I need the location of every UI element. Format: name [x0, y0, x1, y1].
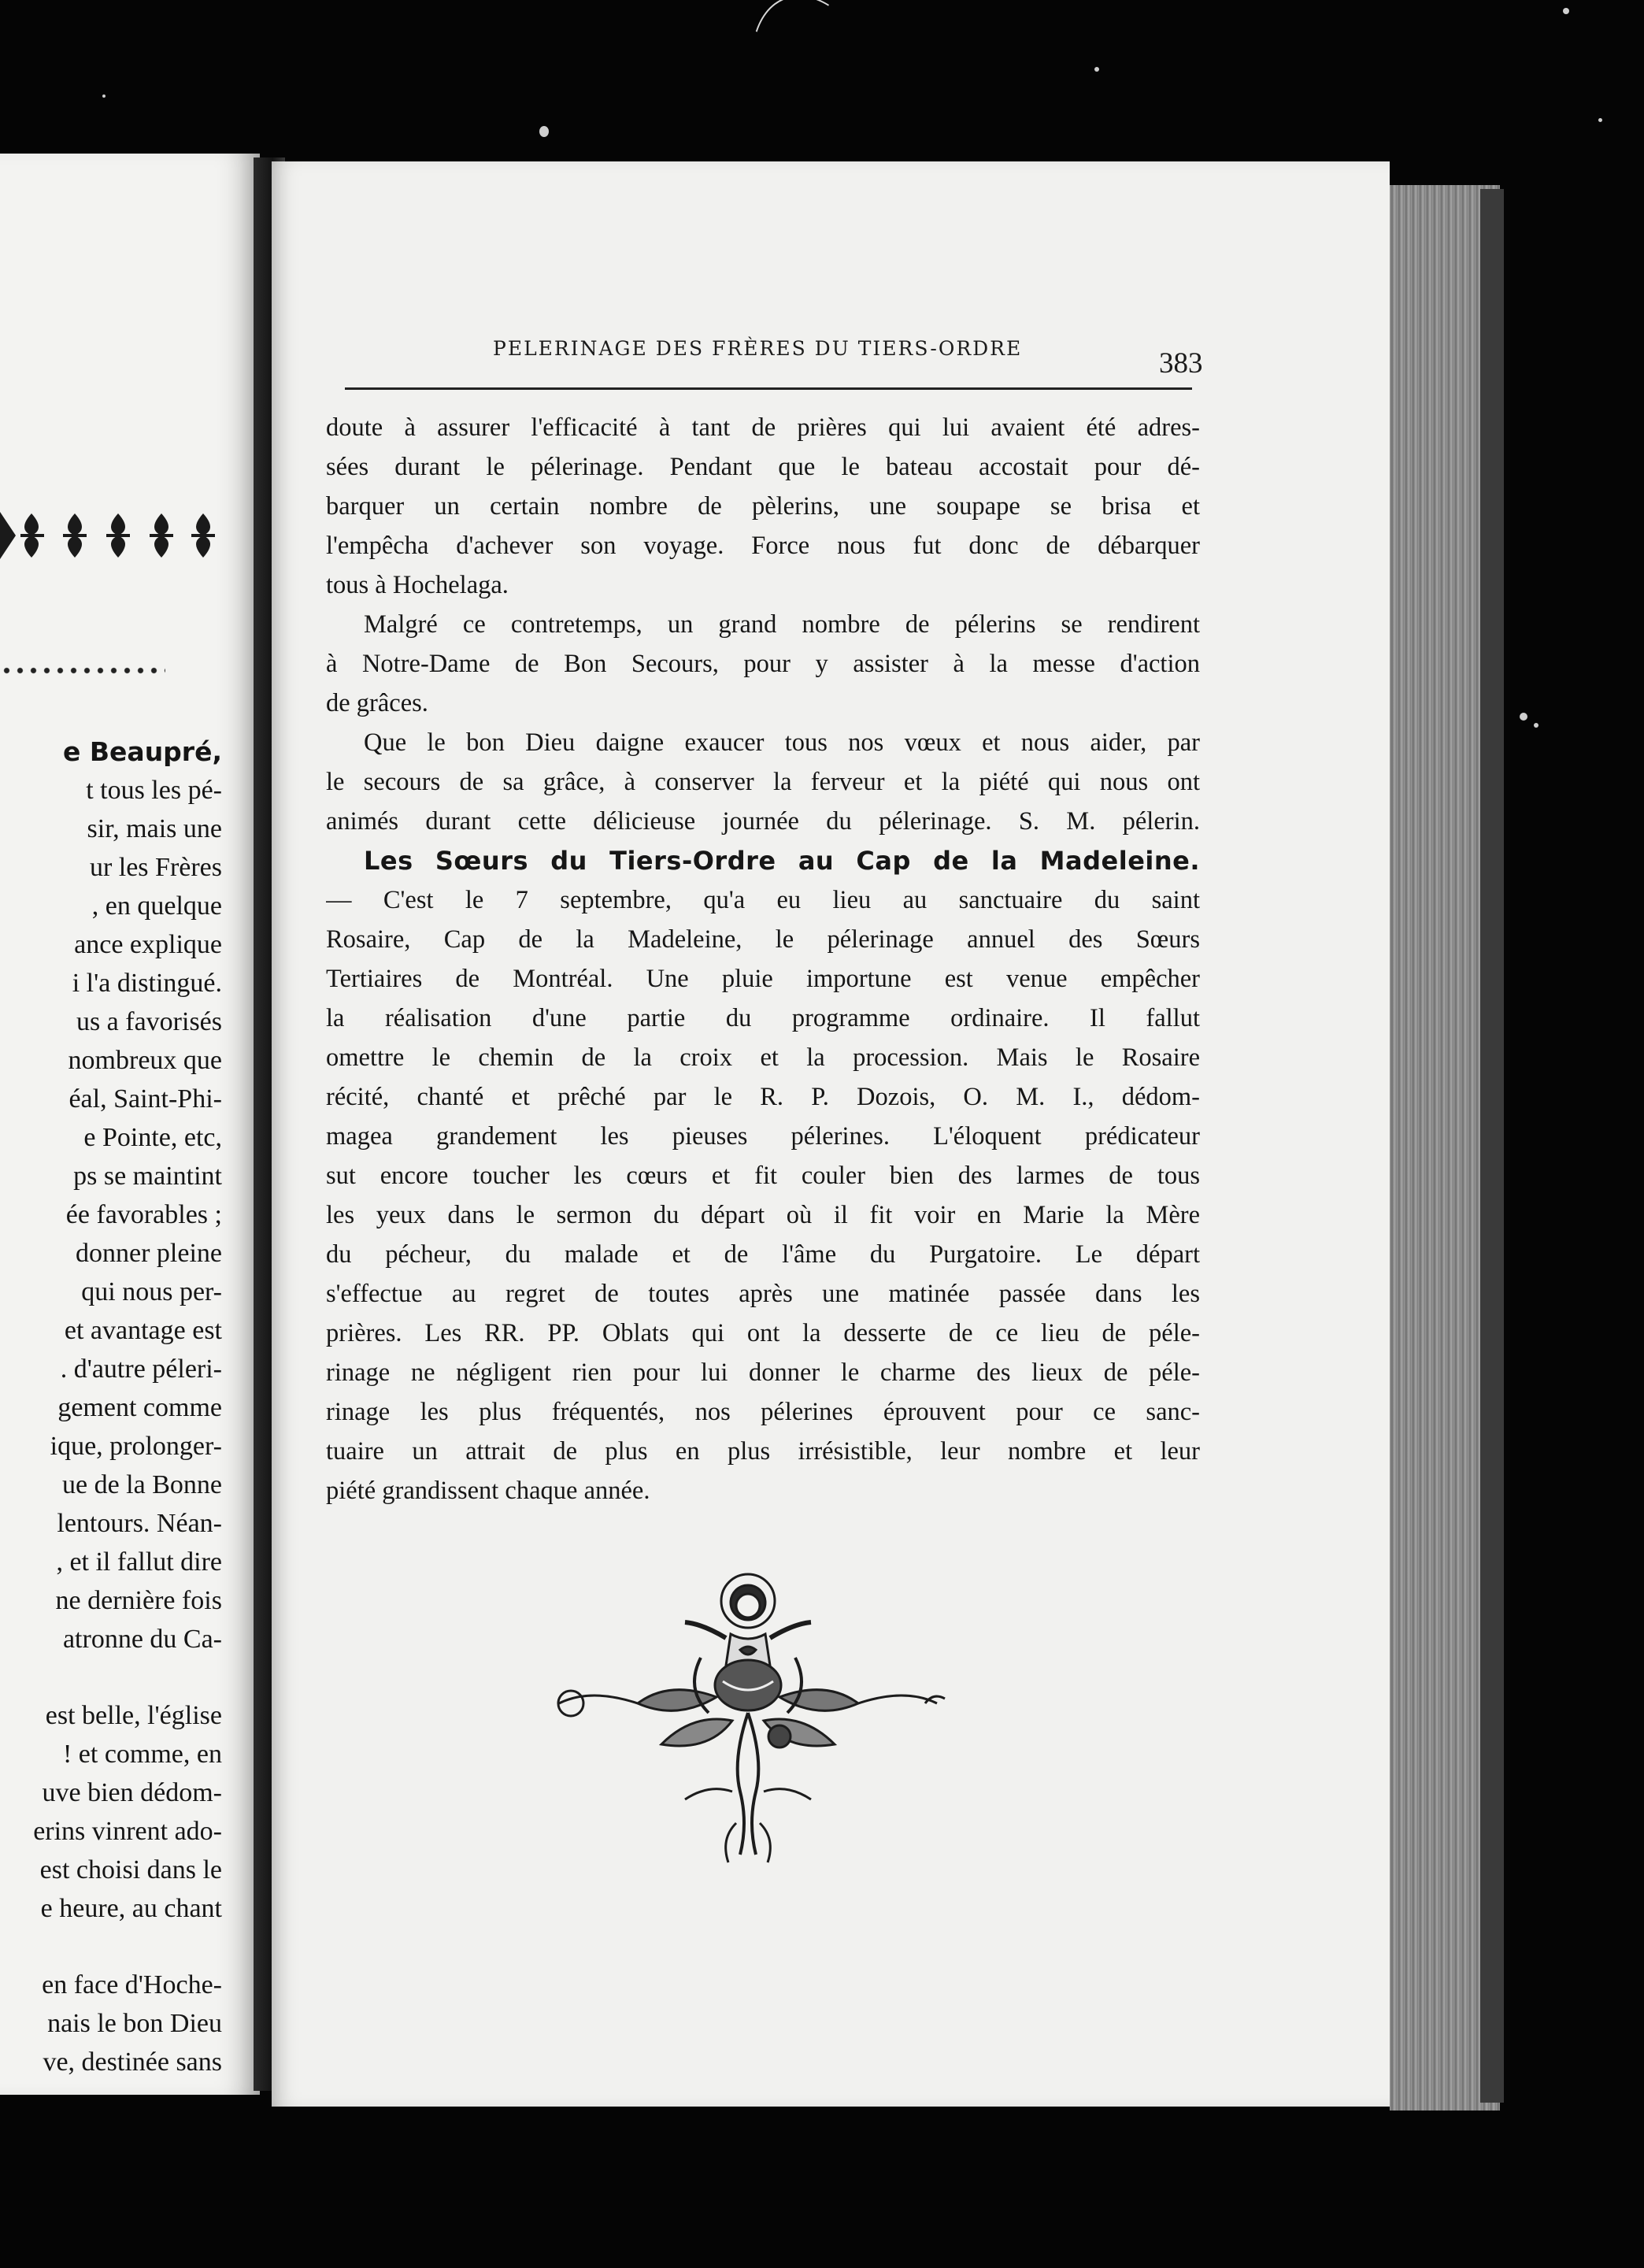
left-page-line: , en quelque	[91, 891, 222, 921]
floral-border-ornament-icon	[0, 504, 228, 567]
left-page-line: t tous les pé-	[86, 776, 222, 805]
section-heading: Les Sœurs du Tiers-Ordre au Cap de la Madeleine.	[364, 846, 1200, 876]
body-line: tous à Hochelaga.	[326, 571, 509, 599]
left-page-line: qui nous per-	[81, 1277, 222, 1306]
left-page-line: erins vinrent ado-	[33, 1817, 222, 1846]
dotted-rule-ornament-icon	[0, 658, 165, 681]
left-page-line: ée favorables ;	[65, 1200, 222, 1229]
body-line: Rosaire, Cap de la Madeleine, le pélerinage annuel des Sœurs	[326, 925, 1200, 954]
body-line: tuaire un attrait de plus en plus irrésistible, leur nombre et leur	[326, 1437, 1200, 1466]
body-line: Que le bon Dieu daigne exaucer tous nos vœux et nous aider, par	[364, 728, 1200, 757]
body-text	[326, 408, 1200, 1510]
left-page-line: ve, destinée sans	[43, 2048, 222, 2077]
left-page-line: est belle, l'église	[45, 1701, 222, 1730]
body-line: piété grandissent chaque année.	[326, 1477, 650, 1505]
left-page-line: ance explique	[74, 930, 222, 959]
left-page-line: nais le bon Dieu	[47, 2009, 222, 2038]
body-line: — C'est le 7 septembre, qu'a eu lieu au sanctuaire du saint	[326, 886, 1200, 914]
paragraph-gap	[0, 1658, 222, 1696]
body-line: l'empêcha d'achever son voyage. Force nous fut donc de débarquer	[326, 532, 1200, 560]
left-page-line: uve bien dédom-	[42, 1778, 222, 1807]
left-page-line: lentours. Néan-	[57, 1509, 222, 1538]
body-line: à Notre-Dame de Bon Secours, pour y assister à la messe d'action	[326, 650, 1200, 678]
left-page-line: e heure, au chant	[40, 1894, 222, 1923]
left-page-line: , et il fallut dire	[56, 1547, 222, 1577]
left-page-line: i l'a distingué.	[72, 969, 222, 998]
body-line: la réalisation d'une partie du programme ordinaire. Il fallut	[326, 1004, 1200, 1032]
left-page-line: sir, mais une	[87, 814, 222, 843]
running-head: PELERINAGE DES FRÈRES DU TIERS-ORDRE	[493, 337, 1023, 360]
body-line: barquer un certain nombre de pèlerins, une soupape se brisa et	[326, 492, 1200, 521]
left-page-line: ique, prolonger-	[50, 1432, 222, 1461]
left-page-line: gement comme	[57, 1393, 222, 1422]
paragraph-gap	[0, 1928, 222, 1966]
body-line: Tertiaires de Montréal. Une pluie importune est venue empêcher	[326, 965, 1200, 993]
header-rule	[345, 387, 1192, 390]
left-page-line: atronne du Ca-	[62, 1625, 222, 1654]
body-line: de grâces.	[326, 689, 428, 717]
left-page	[0, 154, 260, 2095]
left-page-line: et avantage est	[64, 1316, 222, 1345]
left-page-line: donner pleine	[76, 1239, 222, 1268]
body-line: animés durant cette délicieuse journée du pélerinage. S. M. pélerin.	[326, 807, 1200, 836]
body-line: doute à assurer l'efficacité à tant de prières qui lui avaient été adres-	[326, 413, 1200, 442]
left-page-line: éal, Saint-Phi-	[68, 1084, 222, 1114]
left-page-line: us a favorisés	[76, 1007, 222, 1036]
left-page-line: est choisi dans le	[39, 1855, 222, 1884]
left-page-line: ne dernière fois	[55, 1586, 222, 1615]
left-page-line: ps se maintint	[73, 1162, 222, 1191]
left-page-text	[0, 732, 222, 2081]
left-page-line: e Beaupré,	[63, 736, 222, 767]
body-line: omettre le chemin de la croix et la procession. Mais le Rosaire	[326, 1043, 1200, 1072]
left-page-line: e Pointe, etc,	[83, 1123, 222, 1152]
left-page-line: ! et comme, en	[62, 1740, 222, 1769]
left-page-line: ur les Frères	[89, 853, 222, 882]
left-page-line: nombreux que	[68, 1046, 222, 1075]
body-line: rinage ne négligent rien pour lui donner le charme des lieux de péle-	[326, 1358, 1200, 1387]
body-line: Malgré ce contretemps, un grand nombre de pélerins se rendirent	[364, 610, 1200, 639]
body-line: sut encore toucher les cœurs et fit couler bien des larmes de tous	[326, 1162, 1200, 1190]
body-line: magea grandement les pieuses pélerines. L'éloquent prédicateur	[326, 1122, 1200, 1151]
infant-jesus-floral-vignette-icon	[543, 1563, 953, 1894]
left-page-line: . d'autre péleri-	[60, 1354, 222, 1384]
left-page-line: ue de la Bonne	[62, 1470, 222, 1499]
body-line: les yeux dans le sermon du départ où il fit voir en Marie la Mère	[326, 1201, 1200, 1229]
body-line: s'effectue au regret de toutes après une matinée passée dans les	[326, 1280, 1200, 1308]
body-line: prières. Les RR. PP. Oblats qui ont la desserte de ce lieu de péle-	[326, 1319, 1200, 1347]
page-number: 383	[1159, 347, 1203, 380]
body-line: le secours de sa grâce, à conserver la ferveur et la piété qui nous ont	[326, 768, 1200, 796]
body-line: rinage les plus fréquentés, nos pélerines éprouvent pour ce sanc-	[326, 1398, 1200, 1426]
body-line: récité, chanté et prêché par le R. P. Dozois, O. M. I., dédom-	[326, 1083, 1200, 1111]
body-line: du pécheur, du malade et de l'âme du Purgatoire. Le départ	[326, 1240, 1200, 1269]
body-line: sées durant le pélerinage. Pendant que le bateau accostait pour dé-	[326, 453, 1200, 481]
book-cover-edge	[1480, 189, 1504, 2103]
left-page-line: en face d'Hoche-	[42, 1970, 222, 1999]
